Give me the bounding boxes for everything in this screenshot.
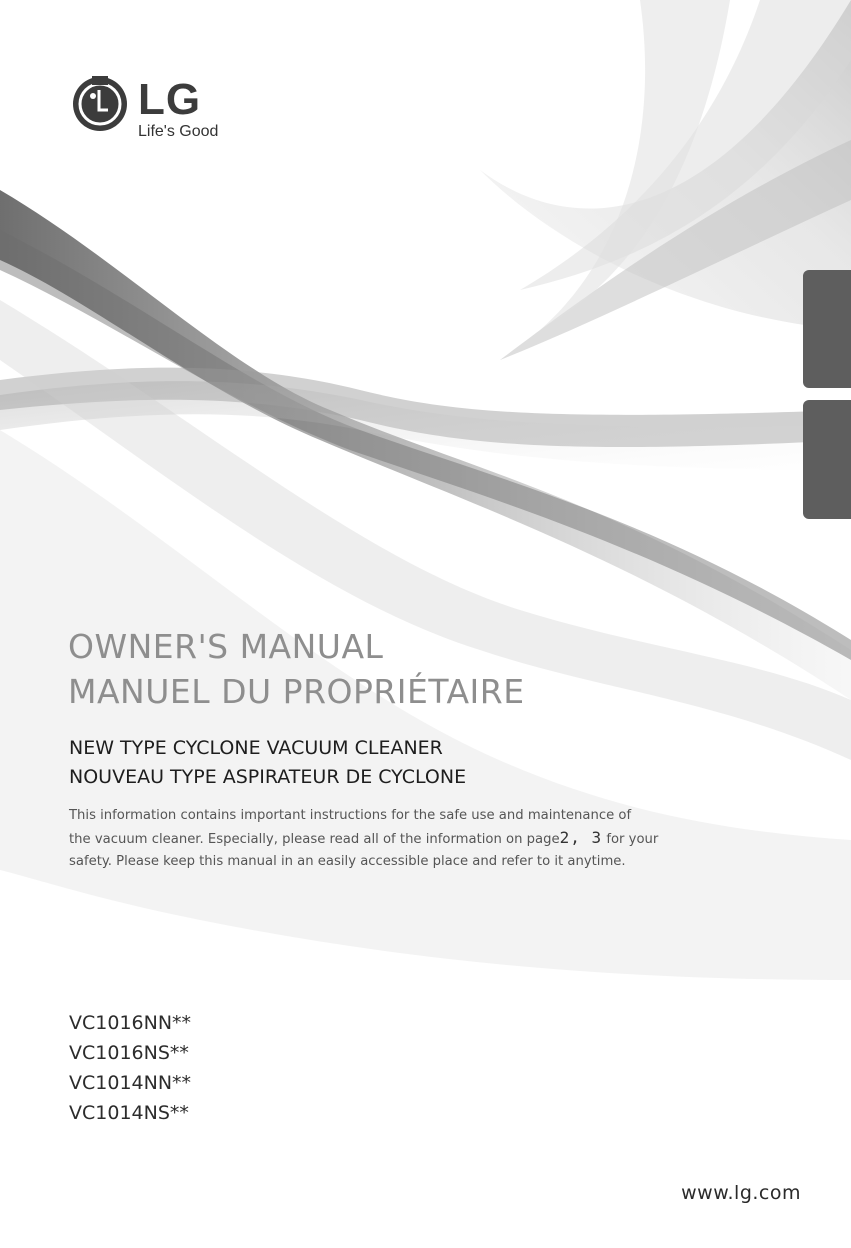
intro-page-reference: 2, 3 xyxy=(559,828,603,847)
lg-face-icon xyxy=(72,76,128,132)
model-number: VC1014NS** xyxy=(69,1102,189,1124)
model-list xyxy=(69,1008,191,1128)
intro-line-2 xyxy=(69,827,769,851)
website-url: www.lg.com xyxy=(681,1182,801,1204)
subtitle-french: NOUVEAU TYPE ASPIRATEUR DE CYCLONE xyxy=(69,766,467,788)
logo-tagline: Life's Good xyxy=(138,123,219,140)
model-number: VC1014NN** xyxy=(69,1072,192,1094)
language-tab-english xyxy=(803,270,851,388)
intro-paragraph xyxy=(69,805,769,873)
intro-line-1: This information contains important instructions for the safe use and maintenance of xyxy=(69,808,632,823)
title-english: OWNER'S MANUAL xyxy=(68,627,384,666)
model-number: VC1016NN** xyxy=(69,1012,192,1034)
intro-line-2-end: for your xyxy=(602,832,659,847)
logo-wordmark: LG xyxy=(138,75,202,124)
model-number: VC1016NS** xyxy=(69,1042,189,1064)
title-french: MANUEL DU PROPRIÉTAIRE xyxy=(68,672,525,711)
intro-line-3: safety. Please keep this manual in an easily accessible place and refer to it anytime. xyxy=(69,854,626,869)
intro-line-2-text: the vacuum cleaner. Especially, please read all of the information on page xyxy=(69,832,560,847)
subtitle-english: NEW TYPE CYCLONE VACUUM CLEANER xyxy=(69,737,443,759)
lg-logo xyxy=(72,72,252,152)
language-tab-french xyxy=(803,400,851,519)
